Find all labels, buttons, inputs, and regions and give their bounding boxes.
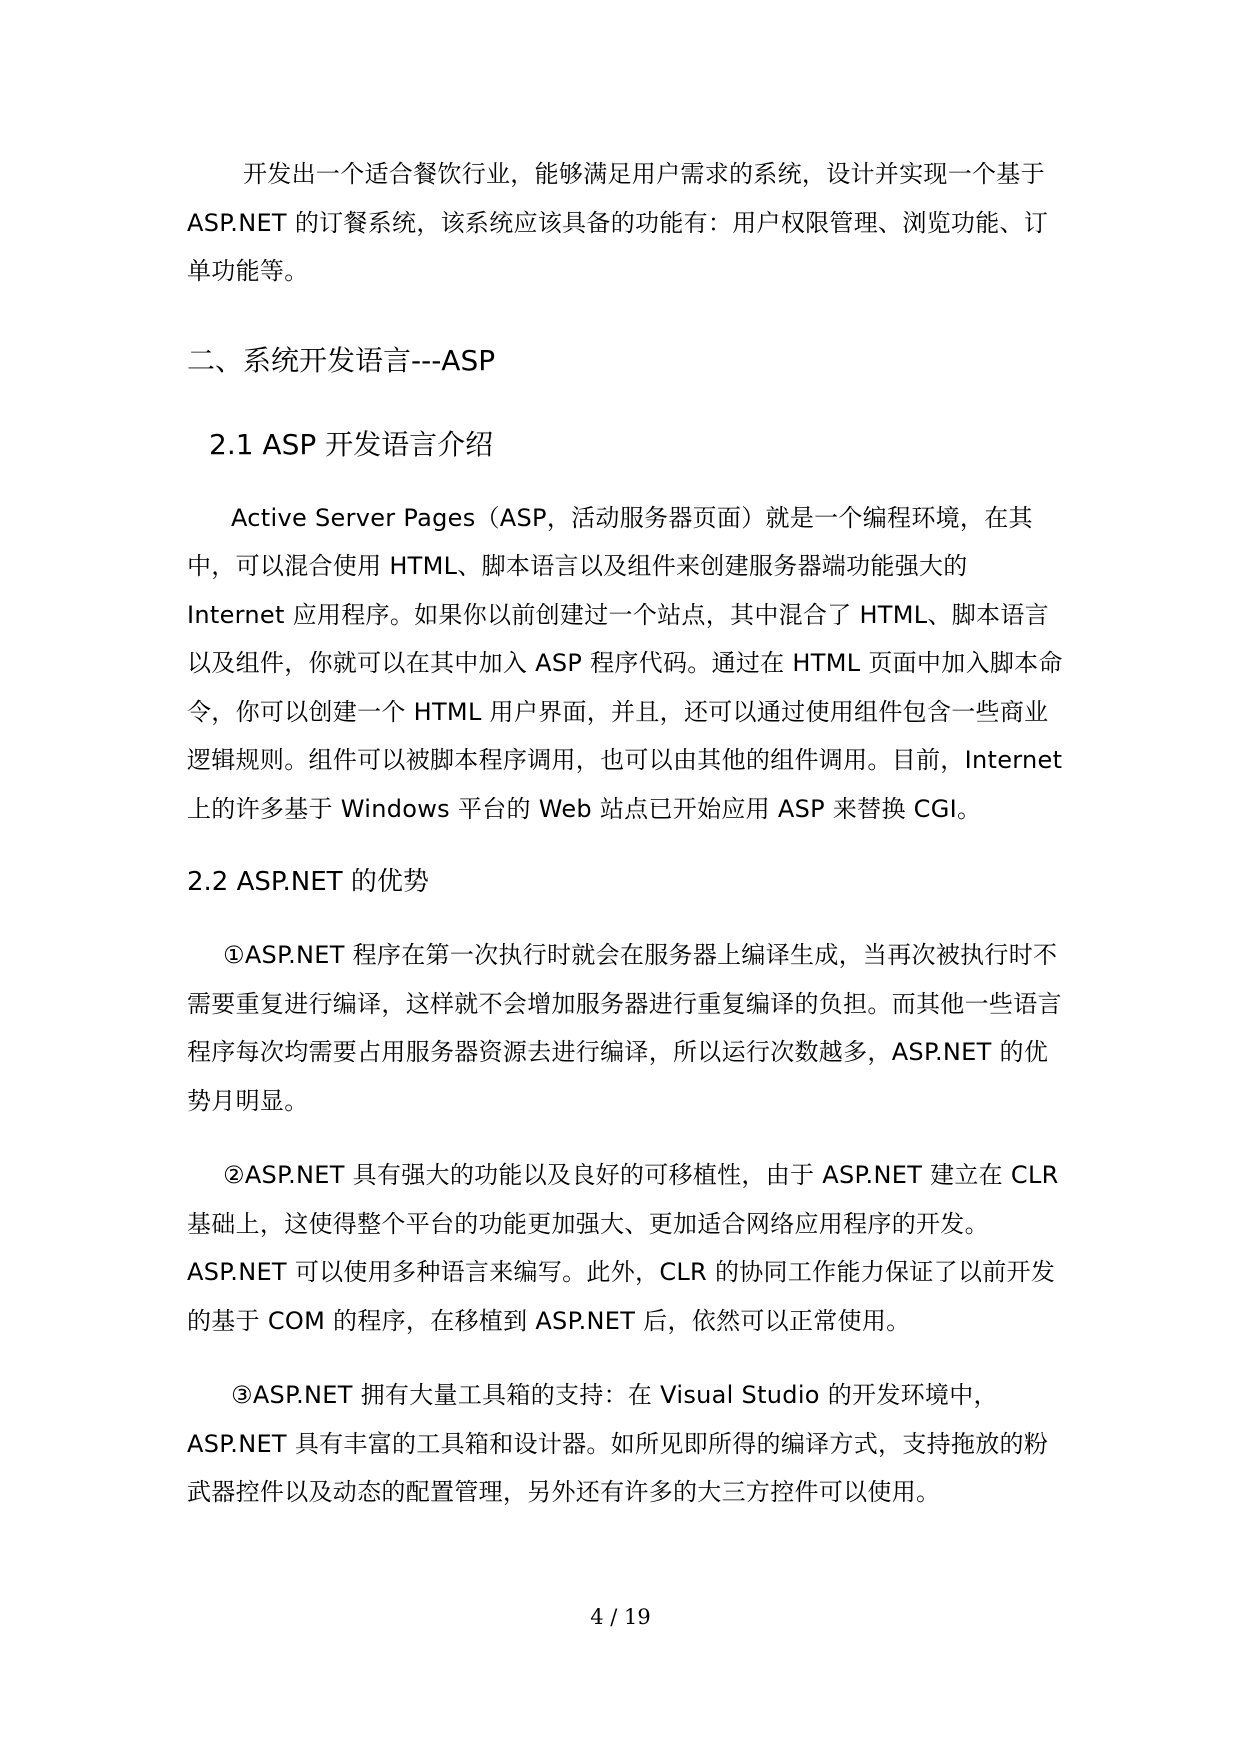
subsection-heading-2-1: 2.1 ASP 开发语言介绍 xyxy=(209,427,494,461)
subsection-heading-2-2: 2.2 ASP.NET 的优势 xyxy=(187,867,429,897)
document-body xyxy=(187,150,1067,1517)
intro-paragraph: 开发出一个适合餐饮行业，能够满足用户需求的系统，设计并实现一个基于 ASP.NET 的订餐系统，该系统应该具备的功能有：用户权限管理、浏览功能、订单功能等。 xyxy=(187,160,1049,285)
advantage-paragraph-1: ①ASP.NET 程序在第一次执行时就会在服务器上编译生成，当再次被执行时不需要重复进行编译，这样就不会增加服务器进行重复编译的负担。而其他一些语言程序每次均需要占用服务器资源去进行编译，所以运行次数越多，ASP.NET 的优势月明显。 xyxy=(187,941,1062,1115)
section-heading-2: 二、系统开发语言---ASP xyxy=(187,343,496,377)
asp-intro-paragraph: Active Server Pages（ASP，活动服务器页面）就是一个编程环境，在其中，可以混合使用 HTML、脚本语言以及组件来创建服务器端功能强大的 Internet 应用程序。如果你以前创建过一个站点，其中混合了 HTML、脚本语言以及组件，你就可以在其中加入 ASP 程序代码。通过在 HTML 页面中加入脚本命令，你可以创建一个 HTML 用户界面，并且，还可以通过使用组件包含一些商业逻辑规则。组件可以被脚本程序调用，也可以由其他的组件调用。目前，Internet 上的许多基于 Windows 平台的 Web 站点已开始应用 ASP 来替换 CGI。 xyxy=(187,503,1063,823)
advantage-paragraph-2: ②ASP.NET 具有强大的功能以及良好的可移植性，由于 ASP.NET 建立在 CLR 基础上，这使得整个平台的功能更加强大、更加适合网络应用程序的开发。ASP.NET 可以使用多种语言来编写。此外，CLR 的协同工作能力保证了以前开发的基于 COM 的程序，在移植到 ASP.NET 后，依然可以正常使用。 xyxy=(187,1161,1059,1335)
advantage-paragraph-3: ③ASP.NET 拥有大量工具箱的支持：在 Visual Studio 的开发环境中，ASP.NET 具有丰富的工具箱和设计器。如所见即所得的编译方式，支持拖放的粉武器控件以及动态的配置管理，另外还有许多的大三方控件可以使用。 xyxy=(187,1381,1049,1506)
page-number: 4 / 19 xyxy=(590,1605,651,1629)
